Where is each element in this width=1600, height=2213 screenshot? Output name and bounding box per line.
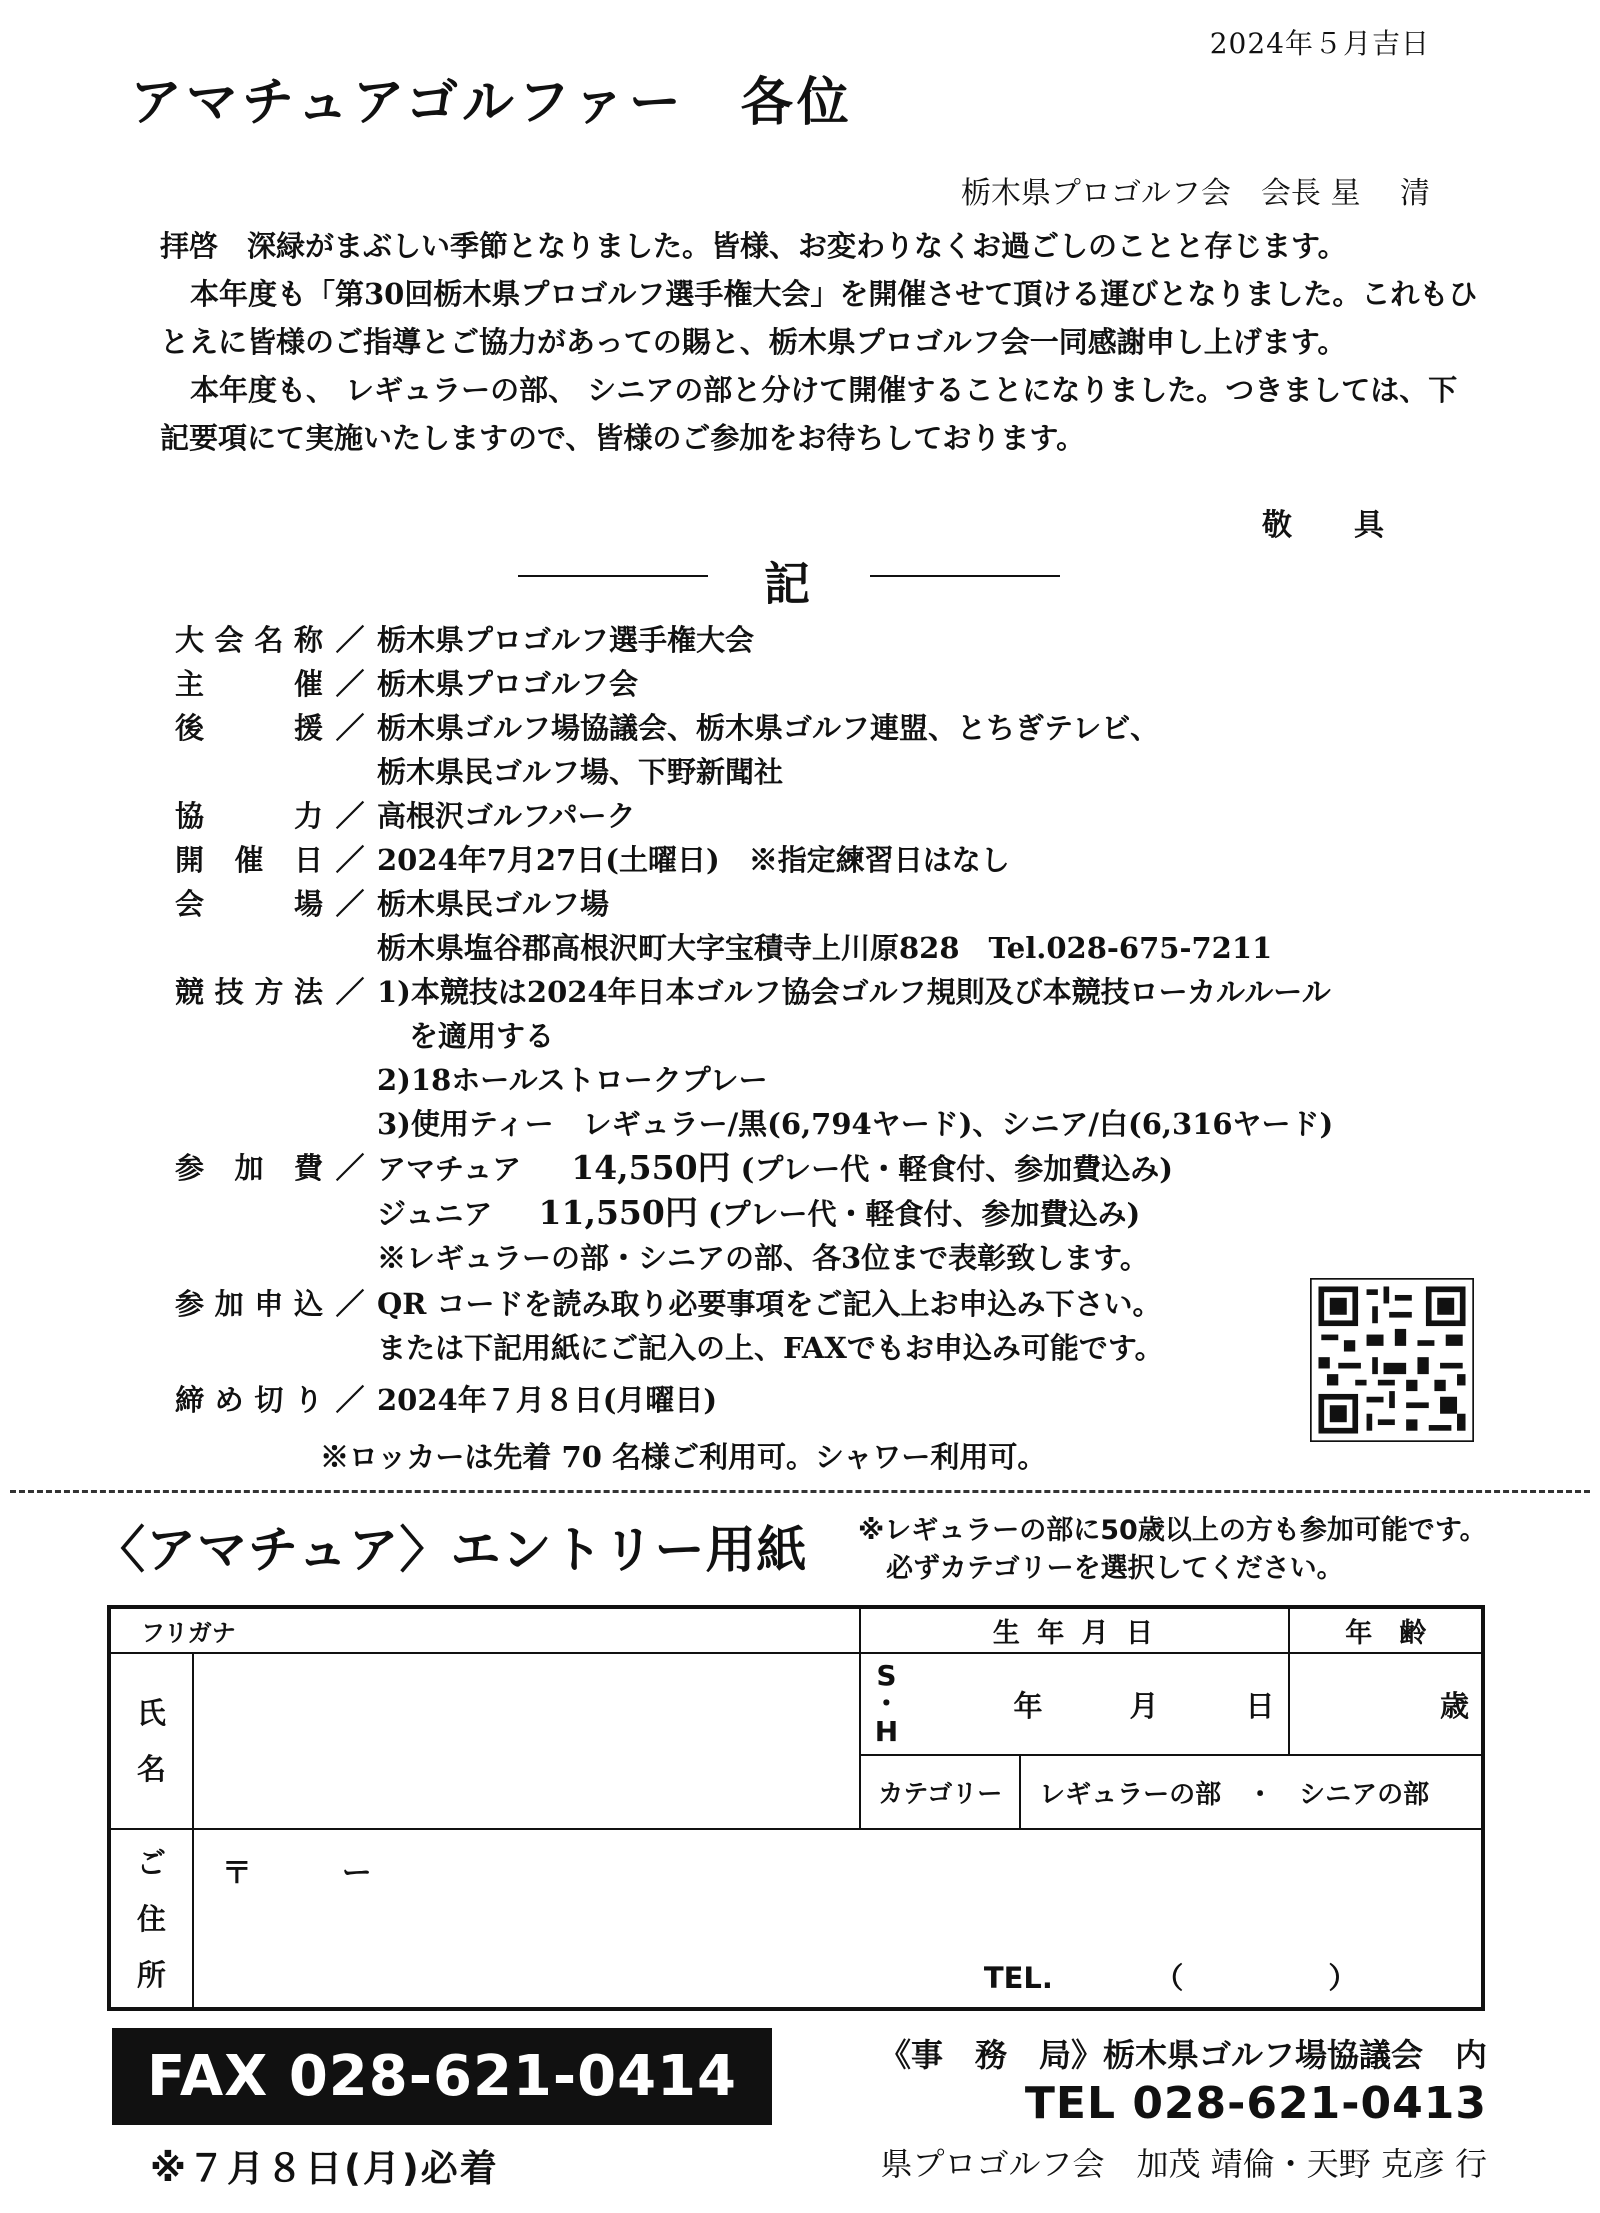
furigana-field[interactable]: フリガナ <box>109 1607 860 1653</box>
birthdate-field[interactable]: S ・ H 年 月 日 <box>860 1653 1289 1755</box>
detail-application: 参加申込 ／ QR コードを読み取り必要事項をご記入上お申込み下さい。 または下記用紙にご記入の上、FAXでもお申込み可能です。 <box>175 1287 1164 1365</box>
category-select[interactable]: レギュラーの部 ・ シニアの部 <box>1020 1755 1483 1829</box>
name-field[interactable] <box>193 1653 861 1829</box>
divider-right <box>870 575 1060 577</box>
office-info: 《事 務 局》栃木県ゴルフ場協議会 内 TEL 028-621-0413 県プロゴルフ会 加茂 靖倫・天野 克彦 行 <box>878 2036 1487 2183</box>
detail-deadline: 締め切り ／ 2024年７月８日(月曜日) <box>175 1383 718 1417</box>
category-label: カテゴリー <box>860 1755 1020 1829</box>
detail-support: 後援 ／ 栃木県ゴルフ場協議会、栃木県ゴルフ連盟、とちぎテレビ、 栃木県民ゴルフ場、下野新聞社 <box>175 711 1160 789</box>
age-header: 年 齢 <box>1289 1607 1483 1653</box>
sender-line: 栃木県プロゴルフ会 会長 星 清 <box>960 176 1430 211</box>
letter-paragraph-2: 本年度も「第30回栃木県プロゴルフ選手権大会」を開催させて頂ける運びとなりました。これもひとえに皆様のご指導とご協力があっての賜と、栃木県プロゴルフ会一同感謝申し上げます。 <box>160 277 1478 359</box>
cut-line <box>10 1490 1590 1493</box>
ki-heading: 記 <box>764 557 810 611</box>
entry-form-note: ※レギュラーの部に50歳以上の方も参加可能です。 必ずカテゴリーを選択してください。 <box>858 1515 1487 1584</box>
entry-form-table <box>107 1605 1485 2011</box>
detail-method: 競技方法 ／ 1)本競技は2024年日本ゴルフ協会ゴルフ規則及び本競技ローカルルール を適用する 2)18ホールストロークプレー 3)使用ティー レギュラー/黒(6,794ヤード)、シニア/白(6,316ヤード) <box>175 975 1334 1141</box>
letter-body <box>160 222 1480 462</box>
letter-paragraph-1: 拝啓 深緑がまぶしい季節となりました。皆様、お変わりなくお過ごしのことと存じます。 <box>160 229 1347 263</box>
fax-number-banner: FAX 028-621-0414 <box>112 2028 772 2125</box>
detail-venue: 会場 ／ 栃木県民ゴルフ場 栃木県塩谷郡高根沢町大字宝積寺上川原828 Tel.028-675-7211 <box>175 887 1273 965</box>
deadline-notice: ※７月８日(月)必着 <box>150 2147 499 2190</box>
locker-note: ※ロッカーは先着 70 名様ご利用可。シャワー利用可。 <box>320 1440 1047 1474</box>
closing-word: 敬 具 <box>1262 508 1400 543</box>
name-label: 氏 名 <box>109 1653 193 1829</box>
detail-date: 開催日 ／ 2024年7月27日(土曜日) ※指定練習日はなし <box>175 843 1010 877</box>
detail-cooperation: 協力 ／ 高根沢ゴルフパーク <box>175 799 636 833</box>
tel-field[interactable]: TEL. （ ） <box>983 1961 1358 1995</box>
divider-left <box>518 575 708 577</box>
page-title: アマチュアゴルファー 各位 <box>130 72 853 133</box>
qr-code-icon[interactable] <box>1310 1278 1474 1442</box>
postal-code-field[interactable]: 〒 ー <box>221 1856 372 1891</box>
letter-paragraph-3: 本年度も、 レギュラーの部、 シニアの部と分けて開催することになりました。つきましては、下記要項にて実施いたしますので、皆様のご参加をお待ちしております。 <box>160 373 1458 455</box>
detail-fee: 参加費 ／ アマチュア 14,550円 (プレー代・軽食付、参加費込み) ジュニア 11,550円 (プレー代・軽食付、参加費込み) ※レギュラーの部・シニアの部、各3位まで表彰致します。 <box>175 1148 1173 1275</box>
detail-host: 主催 ／ 栃木県プロゴルフ会 <box>175 667 639 701</box>
address-label: ご 住 所 <box>109 1829 193 2009</box>
entry-form-title: 〈アマチュア〉エントリー用紙 <box>95 1520 808 1579</box>
age-field[interactable]: 歳 <box>1289 1653 1483 1755</box>
birthdate-header: 生 年 月 日 <box>860 1607 1289 1653</box>
address-field[interactable] <box>193 1829 1483 2009</box>
issue-date: 2024年５月吉日 <box>1209 27 1430 60</box>
detail-event-name: 大会名称 ／ 栃木県プロゴルフ選手権大会 <box>175 623 755 657</box>
